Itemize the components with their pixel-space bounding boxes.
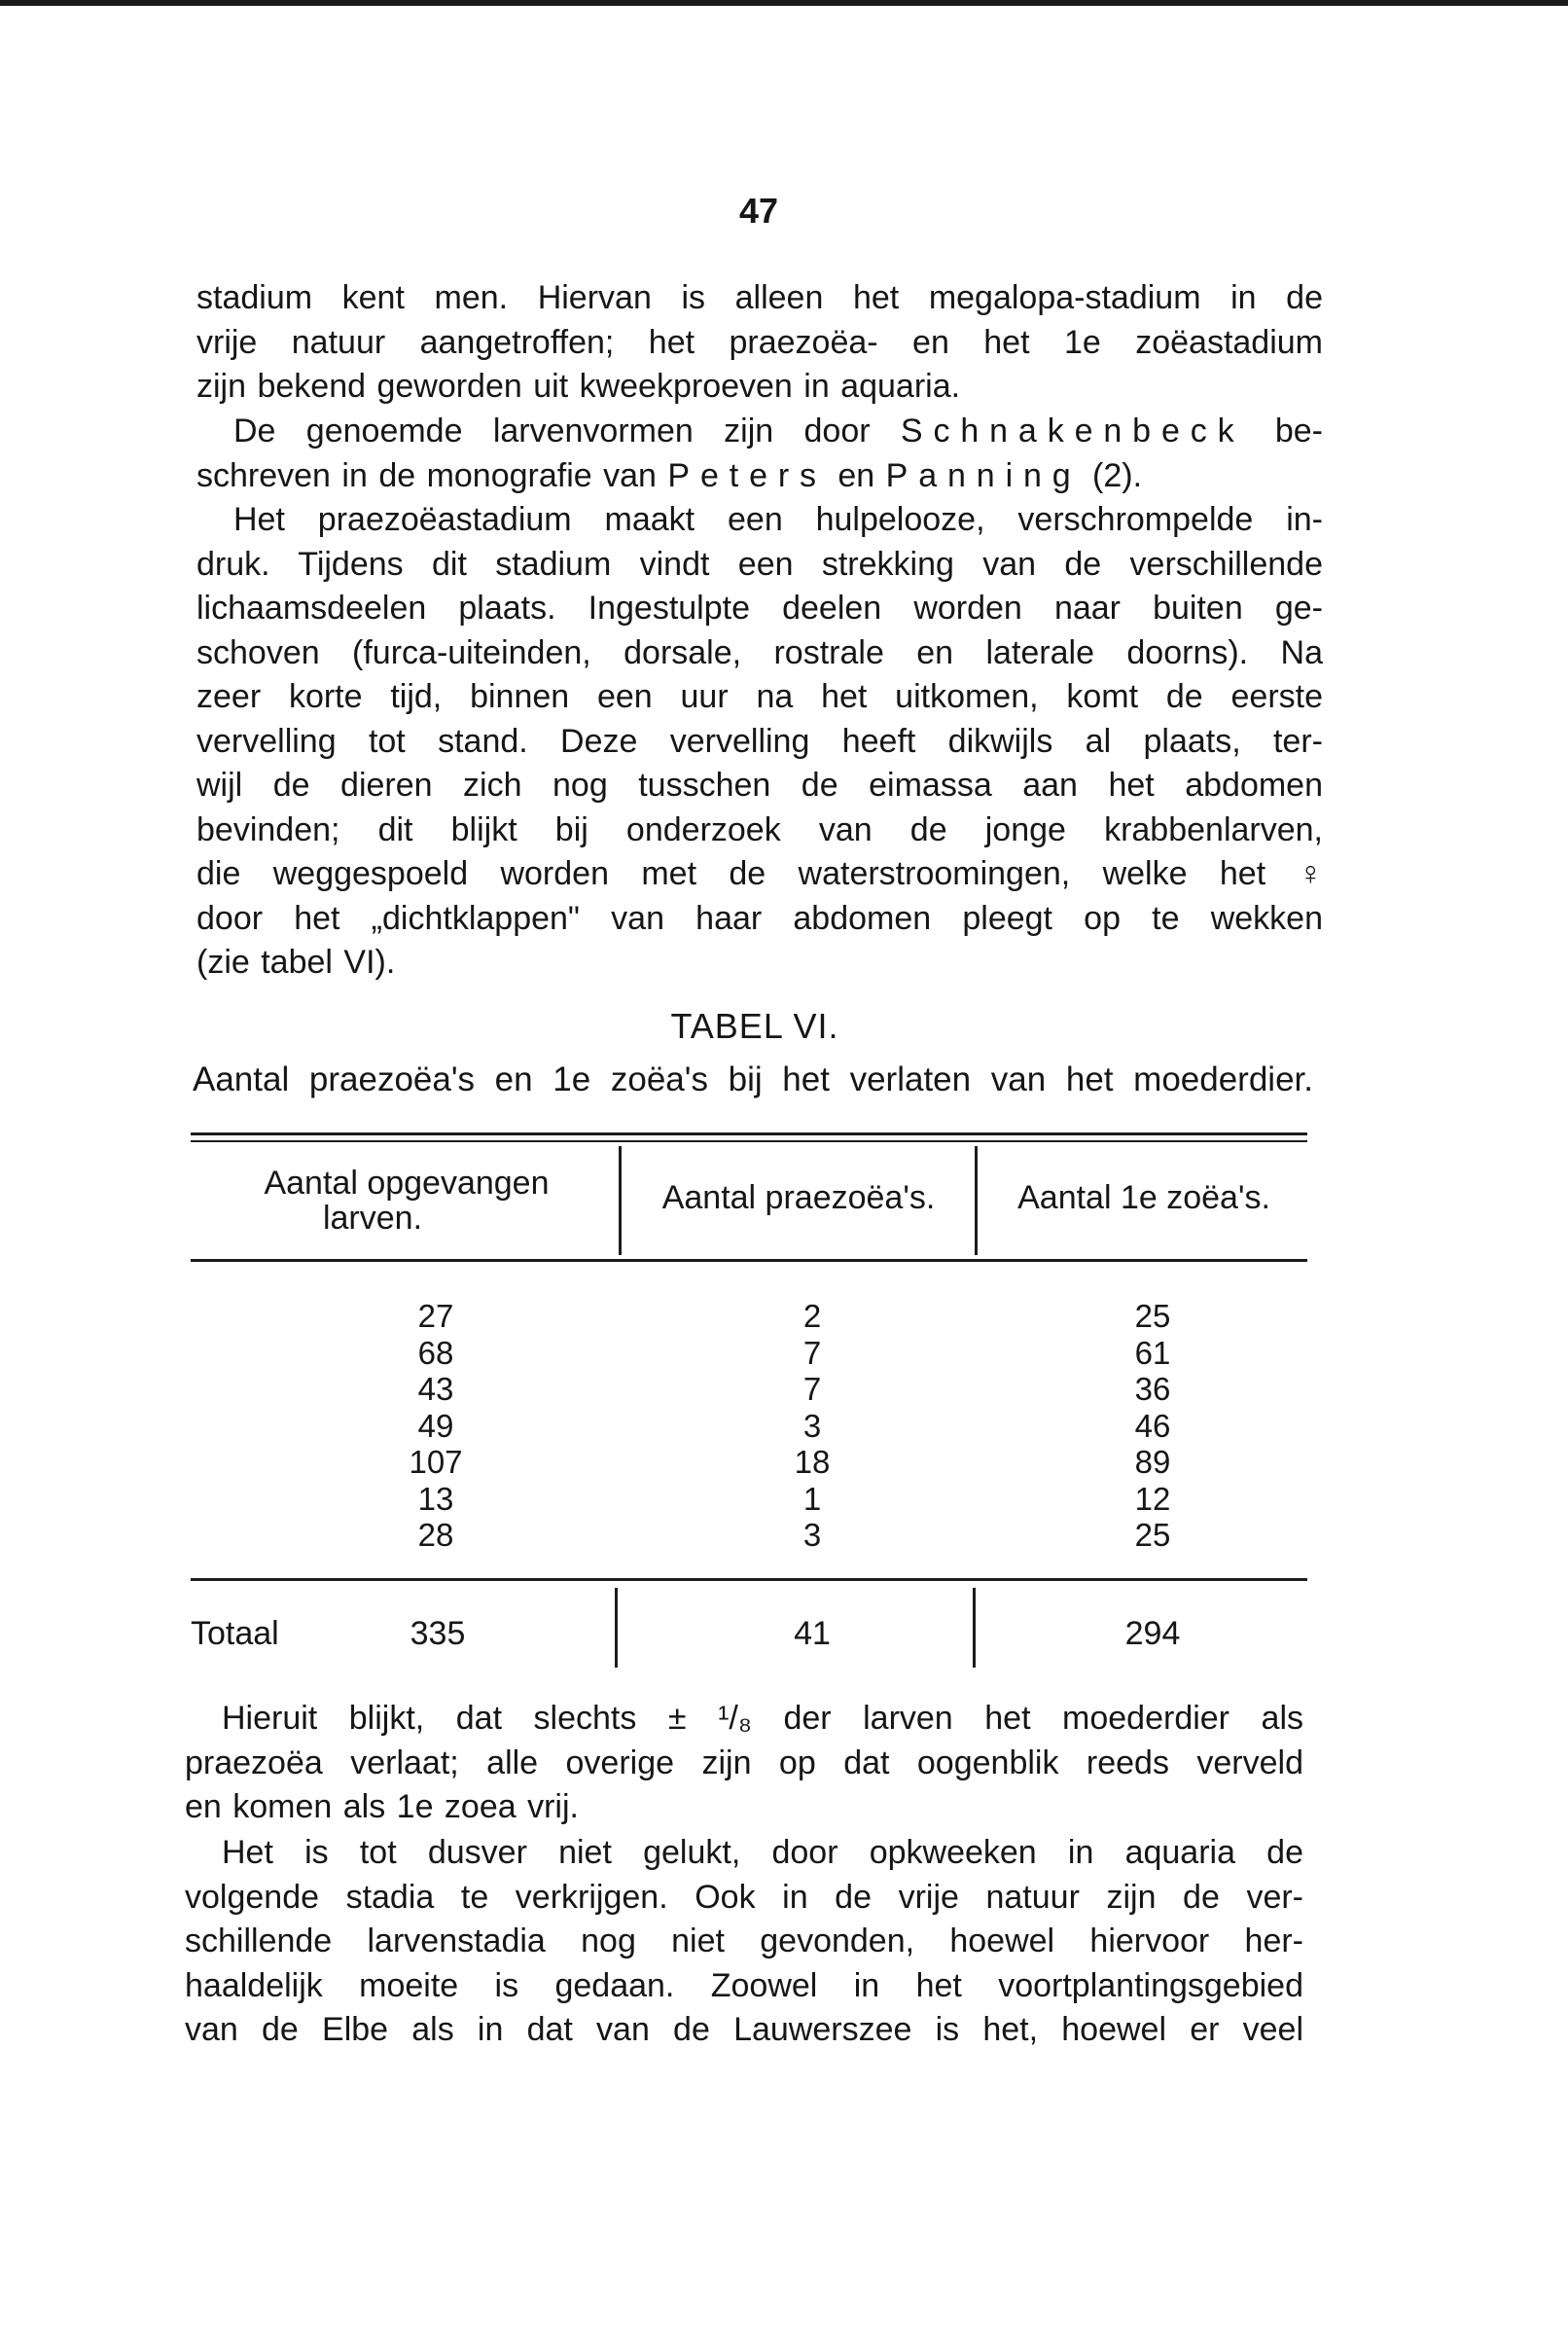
table-cell: 13: [417, 1480, 454, 1517]
header-column-divider: [619, 1146, 622, 1255]
total-column-divider: [973, 1588, 976, 1668]
text-line: die weggespoeld worden met de waterstroomingen, welke het ♀: [196, 855, 1323, 892]
text-line: Het is tot dusver niet gelukt, door opkweeken in aquaria de: [222, 1834, 1303, 1871]
text-line: wijl de dieren zich nog tusschen de eimassa aan het abdomen: [196, 767, 1323, 804]
text-line: van de Elbe als in dat van de Lauwerszee is het, hoewel er veel: [185, 2011, 1303, 2048]
total-zoea: 294: [1124, 1615, 1181, 1652]
table-cell: 2: [802, 1298, 822, 1334]
text-line: volgende stadia te verkrijgen. Ook in de vrije natuur zijn de ver-: [185, 1878, 1303, 1916]
table-cell: 25: [1134, 1298, 1171, 1334]
text-line: Hieruit blijkt, dat slechts ± ¹/₈ der larven het moederdier als: [222, 1700, 1303, 1737]
table-title: TABEL VI.: [670, 1006, 839, 1046]
total-label: Totaal: [191, 1615, 279, 1652]
table-cell: 3: [802, 1517, 822, 1553]
text-line: schillende larvenstadia nog niet gevonden, hoewel hiervoor her-: [185, 1923, 1303, 1959]
table-cell: 1: [802, 1480, 822, 1517]
author-name-schnakenbeck: Schnakenbeck: [900, 413, 1245, 449]
table-cell: 28: [417, 1517, 454, 1553]
text-line: en komen als 1e zoea vrij.: [185, 1788, 579, 1825]
text-line: zeer korte tijd, binnen een uur na het uitkomen, komt de eerste: [196, 678, 1323, 715]
text-line: stadium kent men. Hiervan is alleen het megalopa-stadium in de: [196, 279, 1323, 316]
table-cell: 7: [802, 1334, 822, 1371]
header-zoea: Aantal 1e zoëa's.: [1017, 1179, 1270, 1216]
paragraph-larvenvormen: [196, 410, 1323, 498]
table-cell: 43: [417, 1371, 454, 1407]
table-cell: 61: [1134, 1334, 1171, 1371]
table-top-rule-inner: [191, 1140, 1307, 1142]
header-praezoea: Aantal praezoëa's.: [661, 1179, 936, 1216]
table-cell: 7: [802, 1371, 822, 1407]
table-cell: 3: [802, 1407, 822, 1444]
paragraph-hieruit: [185, 1697, 1303, 1830]
paragraph-opkweeken: [185, 1831, 1303, 2053]
table-caption: Aantal praezoëa's en 1e zoëa's bij het verlaten van het moederdier.: [193, 1060, 1313, 1098]
column-zoea: [1089, 1298, 1216, 1554]
paragraph-praezoeastadium: [196, 498, 1323, 986]
text-line: schreven in de monografie van Peters en Panning (2).: [196, 456, 1143, 494]
text-line: vervelling tot stand. Deze vervelling heeft dikwijls al plaats, ter-: [196, 722, 1323, 760]
text-line: door het „dichtklappen" van haar abdomen pleegt op te wekken: [196, 899, 1323, 937]
text-line: vrije natuur aangetroffen; het praezoëa- en het 1e zoëastadium: [196, 323, 1323, 361]
page-top-edge: [0, 0, 1568, 6]
header-column-divider: [975, 1146, 978, 1255]
author-name-panning: Panning: [885, 456, 1082, 494]
total-column-divider: [615, 1588, 618, 1668]
table-cell: 89: [1134, 1444, 1171, 1480]
table-cell: 12: [1134, 1480, 1171, 1517]
table-cell: 107: [409, 1444, 463, 1480]
table-cell: 46: [1134, 1407, 1171, 1444]
column-praezoea: [749, 1298, 875, 1554]
text-line: druk. Tijdens dit stadium vindt een strekking van de verschillende: [196, 545, 1323, 583]
header-opgevangen: [195, 1166, 619, 1236]
text-line: schoven (furca-uiteinden, dorsale, rostrale en laterale doorns). Na: [196, 633, 1323, 671]
text-line: lichaamsdeelen plaats. Ingestulpte deelen worden naar buiten ge-: [196, 590, 1323, 627]
page-number: 47: [738, 191, 779, 231]
table-cell: 27: [417, 1298, 454, 1334]
table-cell: 36: [1134, 1371, 1171, 1407]
text-line: praezoëa verlaat; alle overige zijn op dat oogenblik reeds verveld: [185, 1743, 1303, 1781]
header-opgevangen-line2: larven.: [322, 1200, 423, 1237]
text-line: bevinden; dit blijkt bij onderzoek van de jonge krabbenlarven,: [196, 810, 1323, 848]
table-header-rule: [191, 1259, 1307, 1262]
text-line: De genoemde larvenvormen zijn door Schnakenbeck be-: [233, 413, 1323, 449]
total-praezoea: 41: [794, 1615, 831, 1652]
author-name-peters: Peters: [667, 456, 827, 494]
header-opgevangen-line1: Aantal opgevangen: [264, 1165, 550, 1202]
text-line: (zie tabel VI).: [196, 944, 396, 981]
paragraph-intro: [196, 276, 1323, 410]
column-opgevangen: [368, 1298, 504, 1554]
table-total-rule: [191, 1578, 1307, 1581]
table-cell: 68: [417, 1334, 454, 1371]
text-line: zijn bekend geworden uit kweekproeven in aquaria.: [196, 368, 961, 405]
table-top-rule: [191, 1132, 1307, 1135]
table-cell: 25: [1134, 1517, 1171, 1553]
table-cell: 49: [417, 1407, 454, 1444]
text-line: haaldelijk moeite is gedaan. Zoowel in het voortplantingsgebied: [185, 1966, 1303, 2004]
text-line: Het praezoëastadium maakt een hulpelooze, verschrompelde in-: [233, 501, 1323, 538]
table-cell: 18: [794, 1444, 831, 1480]
total-opgevangen: 335: [410, 1615, 466, 1652]
